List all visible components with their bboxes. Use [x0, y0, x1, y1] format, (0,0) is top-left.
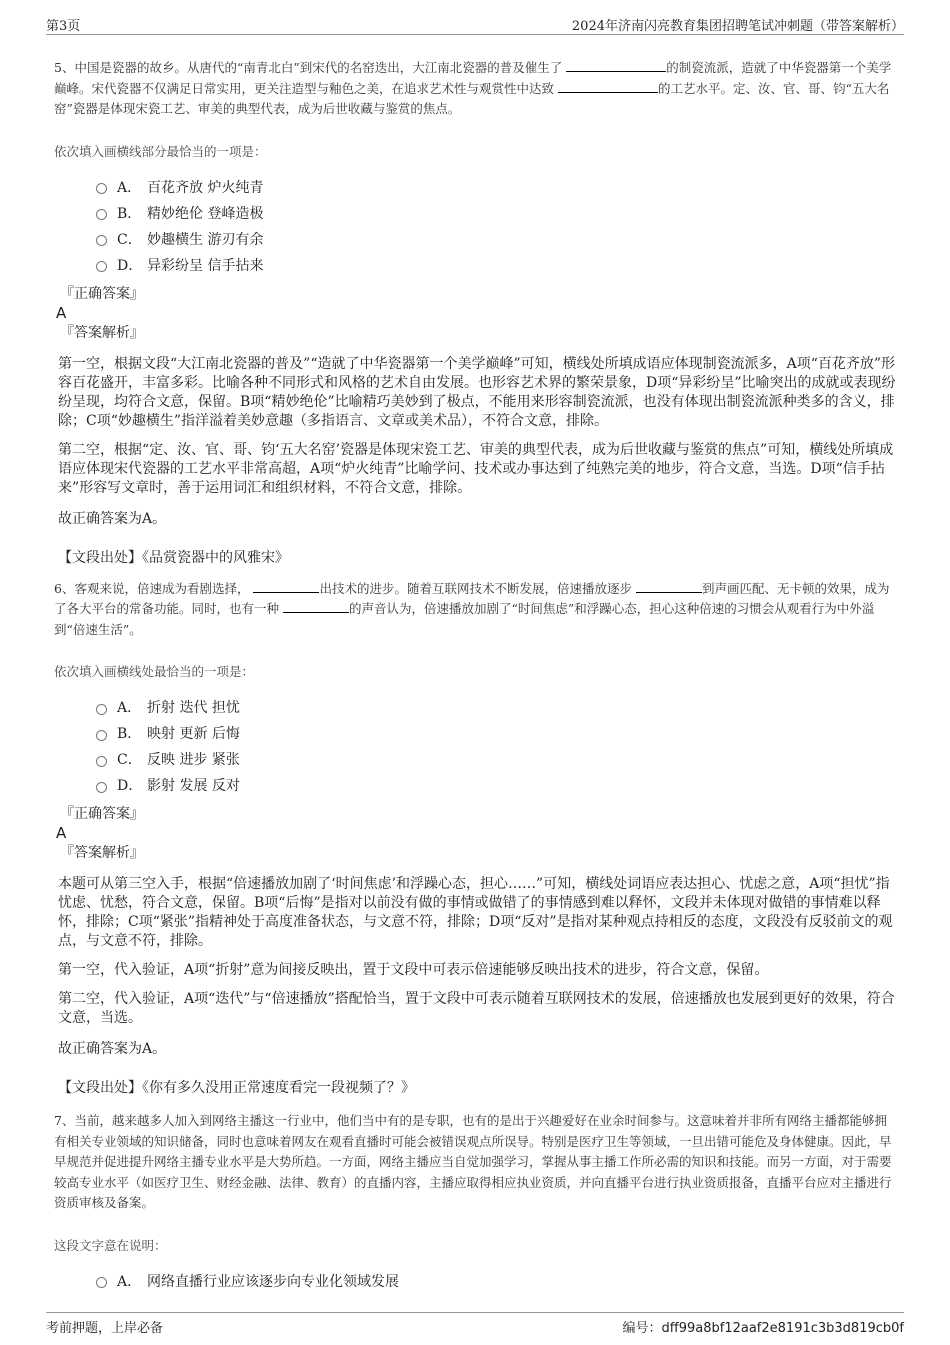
radio-icon[interactable]	[96, 704, 107, 715]
question-5	[54, 58, 899, 567]
option-b[interactable]	[96, 200, 899, 226]
option-letter: A．	[117, 700, 142, 716]
radio-icon[interactable]	[96, 235, 107, 246]
radio-icon[interactable]	[96, 183, 107, 194]
question-7	[54, 1111, 899, 1294]
analysis-paragraph: 故正确答案为A。	[58, 510, 167, 527]
radio-icon[interactable]	[96, 1277, 107, 1288]
radio-icon[interactable]	[96, 209, 107, 220]
option-text: 妙趣横生 游刃有余	[147, 231, 264, 248]
option-text: 精妙绝伦 登峰造极	[147, 205, 264, 222]
option-letter: A．	[117, 1273, 142, 1290]
question-7-text: 7、当前，越来越多人加入到网络主播这一行业中，他们当中有的是专职，也有的是出于兴趣爱好在业余时间参与。这意味着并非所有网络主播都能够拥有相关专业领域的知识储备，同时也意味着网友在观看直播时可能会被错误观点所误导。特别是医疗卫生等领域，一旦出错可能危及身体健康。因此，早早规范并促进提升网络主播专业水平是大势所趋。一方面，网络主播应当自觉加强学习，掌握从事主播工作所必需的知识和技能。而另一方面，对于需要较高专业水平（如医疗卫生、财经金融、法律、教育）的直播内容，主播应取得相应执业资质，并向直播平台进行执业资质报备，直播平台应对主播进行资质审核及备案。	[54, 1113, 892, 1210]
option-letter: D．	[117, 257, 143, 274]
radio-icon[interactable]	[96, 730, 107, 741]
option-a[interactable]	[96, 694, 899, 720]
correct-answer: A	[56, 824, 67, 842]
option-list	[96, 174, 899, 278]
question-text-part: 6、客观来说，倍速成为看剧选择，	[54, 580, 250, 596]
analysis-label: 『答案解析』	[60, 324, 144, 341]
option-c[interactable]	[96, 226, 899, 252]
radio-icon[interactable]	[96, 756, 107, 767]
analysis-paragraph: 第二空，代入验证，A项“迭代”与“倍速播放”搭配恰当，置于文段中可表示随着互联网技术的发展，倍速播放也发展到更好的效果，符合文意，当选。	[58, 991, 895, 1026]
option-list	[96, 1268, 899, 1294]
option-text: 反映 进步 紧张	[147, 752, 240, 768]
page-header	[46, 12, 904, 35]
answer-label: 『正确答案』	[60, 285, 144, 302]
radio-icon[interactable]	[96, 261, 107, 272]
option-c[interactable]	[96, 746, 899, 772]
question-prompt: 依次填入画横线部分最恰当的一项是：	[54, 143, 267, 159]
code-label: 编号：	[622, 1321, 662, 1336]
fill-blank	[566, 59, 666, 72]
page-number: 第3页	[46, 19, 81, 34]
option-a[interactable]	[96, 1268, 899, 1294]
option-letter: C．	[117, 231, 142, 248]
option-d[interactable]	[96, 772, 899, 798]
source-citation: 【文段出处】《你有多久没用正常速度看完一段视频了？》	[58, 1080, 415, 1096]
fill-blank	[636, 580, 702, 593]
option-b[interactable]	[96, 720, 899, 746]
question-text-part: 的制瓷流派，造就了中华瓷器第一个美学巅峰。宋代瓷器不仅满足日常实用，更关注造型与釉色之美，在追求艺术性与观赏性中达致	[54, 60, 892, 96]
question-prompt: 依次填入画横线处最恰当的一项是：	[54, 664, 255, 679]
answer-label: 『正确答案』	[60, 806, 144, 822]
document-title: 2024年济南闪亮教育集团招聘笔试冲刺题（带答案解析）	[571, 19, 904, 34]
option-letter: C．	[117, 752, 142, 768]
question-5-text	[54, 58, 899, 120]
question-6	[54, 579, 899, 1098]
option-letter: B．	[117, 205, 142, 222]
fill-blank	[253, 580, 319, 593]
question-text-part: 出技术的进步。随着互联网技术不断发展，倍速播放逐步	[319, 580, 632, 596]
question-text-part: 5、中国是瓷器的故乡。从唐代的“南青北白”到宋代的名窑迭出，大江南北瓷器的普及催生了	[54, 60, 563, 75]
radio-icon[interactable]	[96, 782, 107, 793]
footer-slogan: 考前押题，上岸必备	[46, 1321, 164, 1336]
code-value: dff99a8bf12aaf2e8191c3b3d819cb0f	[661, 1321, 904, 1336]
question-text-part: 的声音认为，倍速播放加剧了“时间焦虑”和浮躁心态，担心这种倍速的习惯会从观看行为中外溢到“倍速生活”。	[54, 601, 875, 637]
analysis-label: 『答案解析』	[60, 845, 144, 861]
option-letter: A．	[117, 179, 142, 196]
option-letter: B．	[117, 726, 142, 742]
option-text: 网络直播行业应该逐步向专业化领域发展	[147, 1273, 399, 1290]
question-prompt: 这段文字意在说明：	[54, 1237, 167, 1253]
analysis-paragraph: 本题可从第三空入手，根据“倍速播放加剧了‘时间焦虑’和浮躁心态，担心……”可知，横线处词语应表达担心、忧虑之意，A项“担忧”指忧虑、忧愁，符合文意，保留。B项“后悔”是指对以前没有做的事情或做错了的事情感到难以释怀，文段并未体现对做错的事情难以释怀，排除；C项“紧张”指精神处于高度准备状态，与文意不符，排除；D项“反对”是指对某种观点持相反的态度，文段没有反驳前文的观点，与文意不符，排除。	[58, 876, 893, 949]
option-a[interactable]	[96, 174, 899, 200]
option-text: 百花齐放 炉火纯青	[147, 179, 264, 196]
analysis-paragraph: 第一空，代入验证，A项“折射”意为间接反映出，置于文段中可表示倍速能够反映出技术的进步，符合文意，保留。	[58, 962, 769, 978]
option-text: 映射 更新 后悔	[147, 726, 240, 742]
option-text: 折射 迭代 担忧	[147, 700, 240, 716]
analysis-paragraph: 第二空，根据“定、汝、官、哥、钧‘五大名窑’瓷器是体现宋瓷工艺、审美的典型代表，成为后世收藏与鉴赏的焦点”可知，横线处所填成语应体现宋代瓷器的工艺水平非常高超，A项“炉火纯青”比喻学问、技术或办事达到了纯熟完美的地步，符合文意，当选。D项“信手拈来”形容写文章时，善于运用词汇和组织材料，不符合文意，排除。	[58, 441, 894, 496]
option-letter: D．	[117, 778, 143, 794]
document-code	[623, 1317, 905, 1336]
source-citation: 【文段出处】《品赏瓷器中的风雅宋》	[58, 549, 289, 566]
fill-blank	[283, 600, 349, 613]
option-list	[96, 694, 899, 798]
document-body	[54, 58, 899, 1294]
question-text-part: 的工艺水平。定、汝、官、哥、钧“五大名窑”瓷器是体现宋瓷工艺、审美的典型代表，成为后世收藏与鉴赏的焦点。	[54, 80, 890, 116]
analysis-paragraph: 故正确答案为A。	[58, 1041, 167, 1057]
option-text: 影射 发展 反对	[147, 778, 240, 794]
option-text: 异彩纷呈 信手拈来	[147, 257, 264, 274]
analysis-paragraph: 第一空，根据文段“大江南北瓷器的普及”“造就了中华瓷器第一个美学巅峰”可知，横线处所填成语应体现制瓷流派多，A项“百花齐放”形容百花盛开，丰富多彩。比喻各种不同形式和风格的艺术自由发展。也形容艺术界的繁荣景象，D项“异彩纷呈”比喻突出的成就或表现纷纷呈现，均符合文意，保留。B项“精妙绝伦”比喻精巧美妙到了极点，不能用来形容制瓷流派，也没有体现出制瓷流派种类多的含义，排除；C项“妙趣横生”指洋溢着美妙意趣（多指语言、文章或美术品），不符合文意，排除。	[58, 355, 896, 429]
fill-blank	[558, 80, 658, 93]
question-6-text	[54, 579, 899, 641]
option-d[interactable]	[96, 252, 899, 278]
page-footer	[46, 1312, 904, 1337]
correct-answer: A	[56, 303, 67, 322]
question-text-part: 到声画匹配、无卡顿的效果，成为了各大平台的常备功能。同时，也有一种	[54, 580, 890, 616]
